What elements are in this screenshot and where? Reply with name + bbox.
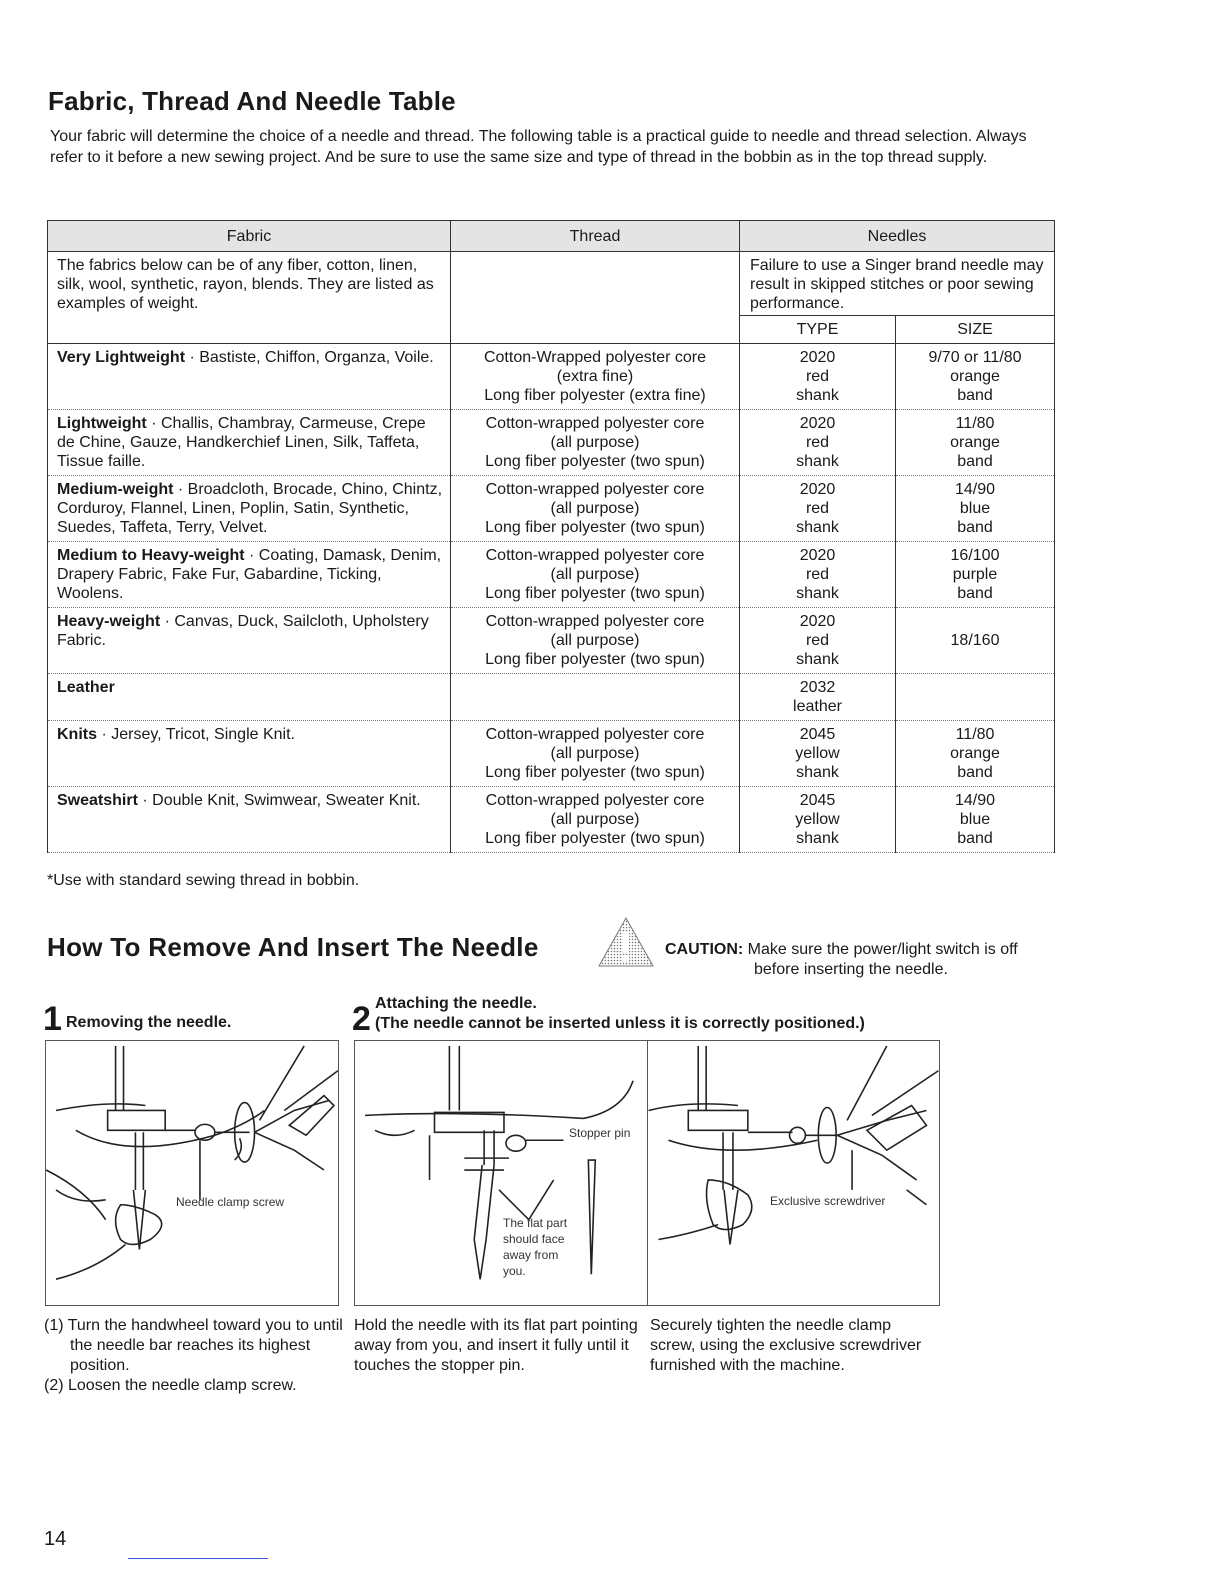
needle-type-cell-line: 2020 [799,613,836,630]
needle-type-cell-line: shank [796,387,839,404]
thread-cell [451,542,740,608]
needle-size-cell-line: band [957,453,993,470]
type-subheader: TYPE [740,316,896,344]
table-row [48,674,1055,721]
thread-cell-line: (all purpose) [550,811,640,828]
needle-size-cell-line: orange [950,745,1000,762]
step1-title: Removing the needle. [66,1014,232,1031]
label-flat-part: The flat part should face away from you. [503,1216,568,1278]
step1-instructions [44,1316,344,1396]
needle-type-cell-line: 2020 [799,481,836,498]
thread-cell-line: Cotton-wrapped polyester core [485,792,705,809]
fabric-cell [48,608,451,674]
thread-cell-line: Long fiber polyester (two spun) [485,764,705,781]
thread-cell [451,608,740,674]
fabric-note: The fabrics below can be of any fiber, cotton, linen, silk, wool, synthetic, rayon, blends. They are listed as examples of weight. [48,252,451,344]
step1-instruction-2: (2) Loosen the needle clamp screw. [44,1377,297,1394]
fabric-weight-label: Leather [57,679,115,696]
label-exclusive-screwdriver: Exclusive screwdriver [770,1194,886,1208]
needle-type-cell-line: 2045 [799,726,836,743]
thread-cell-line: Long fiber polyester (two spun) [485,519,705,536]
label-needle-clamp-screw: Needle clamp screw [176,1195,285,1209]
needle-type-cell [740,344,896,410]
fabric-cell [48,787,451,853]
caution-line1: Make sure the power/light switch is off [747,941,1018,958]
fabric-weight-label: Heavy-weight [57,613,161,630]
header-thread: Thread [451,221,740,252]
thread-cell-line: Cotton-wrapped polyester core [485,613,705,630]
fabric-weight-label: Medium-weight [57,481,174,498]
needle-size-cell-line: 11/80 [955,726,995,743]
fabric-weight-label: Very Lightweight [57,349,186,366]
needle-type-cell [740,542,896,608]
needle-size-cell [896,608,1055,674]
table-row [48,608,1055,674]
fabric-weight-label: Lightweight [57,415,147,432]
header-fabric: Fabric [48,221,451,252]
thread-cell [451,344,740,410]
needle-type-cell [740,608,896,674]
step2-number: 2 [352,1000,371,1038]
table-row [48,344,1055,410]
fabric-examples: · Broadcloth, Brocade, Chino, Chintz, Corduroy, Flannel, Linen, Poplin, Satin, Synthetic, Suedes, Taffeta, Terry, Velvet. [57,481,443,536]
thread-cell-line: Long fiber polyester (two spun) [485,830,705,847]
needle-size-cell [896,787,1055,853]
step2-title-line1: Attaching the needle. [375,995,537,1012]
thread-cell-line: Cotton-wrapped polyester core [485,547,705,564]
needle-size-cell-line: blue [959,500,991,517]
needle-note: Failure to use a Singer brand needle may result in skipped stitches or poor sewing performance. [740,252,1055,316]
needle-type-cell-line: red [805,368,830,385]
thread-cell-line: Cotton-wrapped polyester core [485,726,705,743]
needle-type-cell-line: 2020 [799,547,836,564]
fabric-weight-label: Knits [57,726,97,743]
table-row [48,410,1055,476]
thread-cell-line: Long fiber polyester (extra fine) [484,387,706,404]
thread-cell [451,721,740,787]
needle-type-cell [740,721,896,787]
fabric-examples: · Coating, Damask, Denim, Drapery Fabric, Fake Fur, Gabardine, Ticking, Woolens. [57,547,442,602]
fabric-cell [48,410,451,476]
footer-rule [128,1558,268,1559]
table-row [48,721,1055,787]
figure-removing-needle [45,1040,339,1306]
needle-type-cell-line: shank [796,453,839,470]
fabric-examples: · Challis, Chambray, Carmeuse, Crepe de Chine, Gauze, Handkerchief Linen, Silk, Taffeta, Tissue faille. [57,415,426,470]
fabric-cell [48,344,451,410]
thread-cell [451,410,740,476]
needle-size-cell [896,721,1055,787]
header-needles: Needles [740,221,1055,252]
needle-size-cell-line: 16/100 [950,547,1000,564]
needle-type-cell-line: 2045 [799,792,836,809]
fabric-weight-label: Medium to Heavy-weight [57,547,245,564]
needle-type-cell-line: 2020 [799,349,836,366]
step2-title [375,994,865,1034]
needle-type-cell [740,787,896,853]
needle-size-cell [896,476,1055,542]
needle-type-cell-line: yellow [795,745,840,762]
needle-size-cell-line: purple [952,566,998,583]
fabric-weight-label: Sweatshirt [57,792,138,809]
needle-type-cell-line: 2032 [799,679,836,696]
needle-type-cell-line: red [805,566,830,583]
needle-type-cell-line: 2020 [799,415,836,432]
table-row [48,787,1055,853]
needle-size-cell-line: orange [950,434,1000,451]
needle-type-cell-line: shank [796,830,839,847]
needle-size-cell-line: 18/160 [950,632,1000,649]
needle-type-cell-line: shank [796,519,839,536]
needle-type-cell [740,476,896,542]
thread-cell-line: (extra fine) [556,368,634,385]
fabric-cell [48,476,451,542]
thread-cell-line: (all purpose) [550,745,640,762]
thread-cell-line: (all purpose) [550,434,640,451]
needle-type-cell [740,410,896,476]
thread-cell [451,476,740,542]
table-footnote: *Use with standard sewing thread in bobbin. [47,872,360,889]
needle-size-cell-line: orange [950,368,1000,385]
figure-tightening-screw [648,1040,940,1306]
fabric-examples: · Bastiste, Chiffon, Organza, Voile. [185,349,434,366]
needle-size-cell [896,674,1055,721]
needle-type-cell-line: red [805,632,830,649]
needle-size-cell [896,410,1055,476]
thread-cell-line: (all purpose) [550,500,640,517]
table-row [48,476,1055,542]
table-row [48,542,1055,608]
needle-type-cell-line: red [805,500,830,517]
thread-cell [451,787,740,853]
needle-size-cell-line: blue [959,811,991,828]
step2-title-line2: (The needle cannot be inserted unless it is correctly positioned.) [375,1015,865,1032]
fabric-cell [48,721,451,787]
needle-size-cell-line: 9/70 or 11/80 [928,349,1022,366]
needle-type-cell [740,674,896,721]
caution-label: CAUTION: [665,941,744,958]
figure-attaching-needle [354,1040,648,1306]
needle-type-cell-line: shank [796,764,839,781]
needle-type-cell-line: yellow [795,811,840,828]
intro-paragraph: Your fabric will determine the choice of a needle and thread. The following table is a practical guide to needle and thread selection. Always refer to it before a new sewing project. And be sure to use the same size and type of thread in the bobbin as in the top thread supply. [50,128,1027,166]
size-subheader: SIZE [896,316,1055,344]
fabric-cell [48,542,451,608]
thread-cell-line: Long fiber polyester (two spun) [485,453,705,470]
step2-instruction-b: Securely tighten the needle clamp screw, using the exclusive screwdriver furnished with the machine. [650,1317,922,1374]
fabric-examples: · Jersey, Tricot, Single Knit. [97,726,295,743]
needle-size-cell-line: band [957,830,993,847]
caution-line2: before inserting the needle. [754,961,948,978]
thread-cell [451,674,740,721]
needle-size-cell-line: 14/90 [954,792,996,809]
thread-cell-line: Long fiber polyester (two spun) [485,585,705,602]
needle-size-cell-line: band [957,519,993,536]
page-title-fabric-table: Fabric, Thread And Needle Table [48,86,456,116]
fabric-thread-needle-table [47,220,1055,853]
label-stopper-pin: Stopper pin [569,1126,631,1140]
step2-instruction-a: Hold the needle with its flat part pointing away from you, and insert it fully until it touches the stopper pin. [354,1317,638,1374]
caution-notice [665,940,1018,980]
thread-cell-line: (all purpose) [550,566,640,583]
page-number: 14 [44,1528,67,1550]
warning-triangle-icon [595,914,657,970]
fabric-examples: · Double Knit, Swimwear, Sweater Knit. [137,792,421,809]
thread-cell-line: (all purpose) [550,632,640,649]
thread-cell-line: Cotton-wrapped polyester core [485,415,705,432]
needle-size-cell-line: band [957,585,993,602]
needle-size-cell-line: 14/90 [954,481,996,498]
needle-size-cell [896,344,1055,410]
needle-type-cell-line: leather [793,698,842,715]
needle-type-cell-line: red [805,434,830,451]
fabric-examples: · Canvas, Duck, Sailcloth, Upholstery Fabric. [57,613,429,649]
needle-type-cell-line: shank [796,585,839,602]
needle-type-cell-line: shank [796,651,839,668]
thread-note-empty [451,252,740,344]
needle-size-cell-line: 11/80 [955,415,995,432]
step1-number: 1 [43,1000,62,1038]
needle-size-cell-line: band [957,387,993,404]
needle-size-cell-line: band [957,764,993,781]
thread-cell-line: Cotton-Wrapped polyester core [483,349,707,366]
needle-size-cell [896,542,1055,608]
thread-cell-line: Cotton-wrapped polyester core [485,481,705,498]
step1-instruction-1: (1) Turn the handwheel toward you to until the needle bar reaches its highest position. [44,1317,343,1374]
fabric-cell [48,674,451,721]
section-title-needle: How To Remove And Insert The Needle [47,932,539,962]
thread-cell-line: Long fiber polyester (two spun) [485,651,705,668]
